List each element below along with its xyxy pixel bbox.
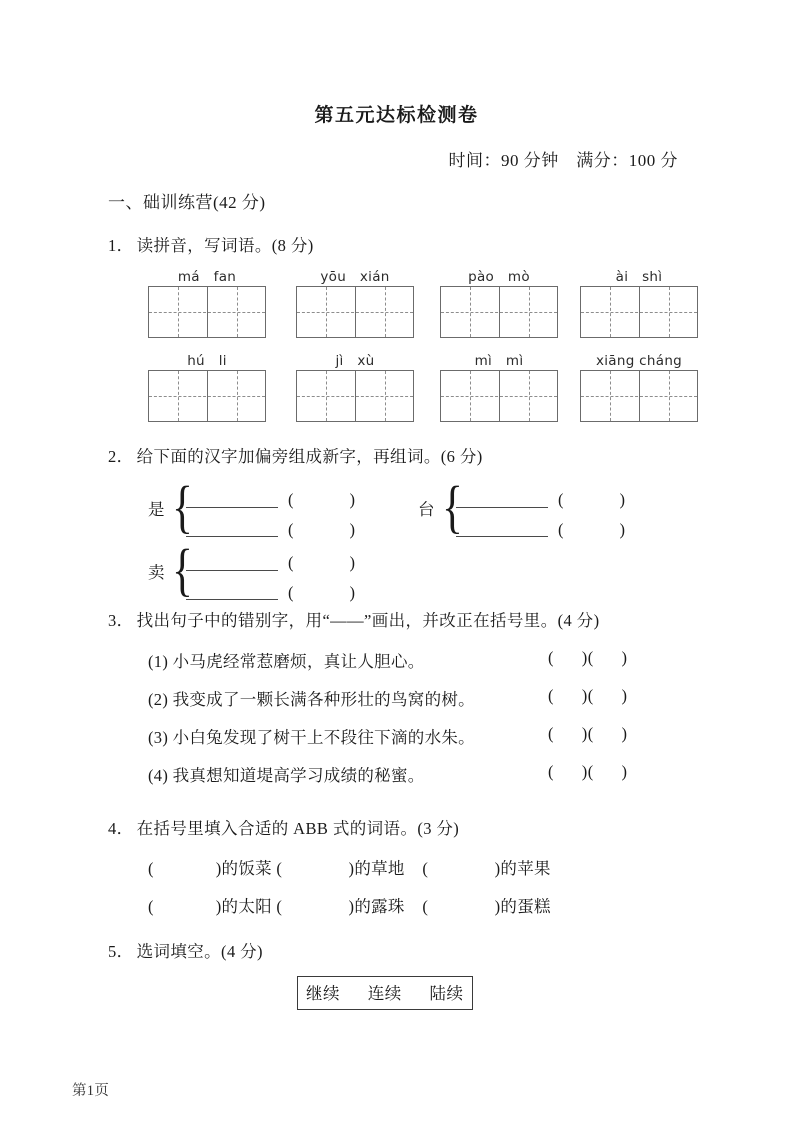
question-5-number: 5． [108,942,134,961]
question-4-number: 4． [108,819,134,838]
pinyin-grid-group [296,352,414,422]
tianzi-grid[interactable] [148,286,266,338]
tianzi-midline [581,312,697,313]
sentence-text[interactable]: (2) 我变成了一颗长满各种形壮的鸟窝的树。 [148,690,475,709]
answer-line[interactable] [186,570,278,571]
question-5-heading [108,938,263,962]
abb-answer-row[interactable]: ( )的太阳 ( )的露珠 ( )的蛋糕 [148,897,551,916]
brace-block-shi [148,474,398,542]
answer-line[interactable] [186,599,278,600]
question-1-text: 读拼音，写词语。(8 分) [136,236,314,255]
pinyin-grid-group [440,268,558,338]
tianzi-midline [149,396,265,397]
answer-parens[interactable]: ( ) [288,520,356,539]
tianzi-grid[interactable] [440,370,558,422]
question-2-text: 给下面的汉字加偏旁组成新字，再组词。(6 分) [136,447,483,466]
curly-brace-icon: { [172,474,193,539]
pinyin-grid-row-2 [0,352,793,430]
question-2-heading [108,443,483,467]
page-title: 第五元达标检测卷 [314,104,479,126]
section-heading-one: 一、础训练营(42 分) [108,193,266,212]
pinyin-grid-group [440,352,558,422]
question-2-number: 2． [108,447,134,466]
base-character: 卖 [148,563,165,582]
sentence-row [148,686,728,710]
pinyin-grid-group [148,352,266,422]
pinyin-grid-group [580,268,698,338]
pinyin-label: pào mò [468,269,530,285]
curly-brace-icon: { [442,474,463,539]
pinyin-label: hú li [187,353,227,369]
exam-meta-info: 时间：90 分钟 满分：100 分 [448,151,678,170]
pinyin-grid-group [580,352,698,422]
pinyin-label: yōu xián [320,269,390,285]
answer-parens[interactable]: ( ) [288,553,356,572]
base-character: 台 [418,500,435,519]
question-1-heading [108,232,314,256]
pinyin-label: jì xù [335,353,375,369]
tianzi-grid[interactable] [440,286,558,338]
brace-block-tai [418,474,668,542]
question-3-number: 3． [108,611,134,630]
question-1-number: 1． [108,236,134,255]
correction-parens[interactable]: ( )( ) [548,686,628,705]
answer-line[interactable] [186,536,278,537]
tianzi-midline [441,312,557,313]
pinyin-grid-group [148,268,266,338]
tianzi-midline [441,396,557,397]
curly-brace-icon: { [172,537,193,602]
pinyin-label: mì mì [474,353,524,369]
sentence-text[interactable]: (4) 我真想知道堤高学习成绩的秘蜜。 [148,766,425,785]
question-3-text: 找出句子中的错别字，用“——”画出，并改正在括号里。(4 分) [136,611,600,630]
tianzi-grid[interactable] [580,286,698,338]
tianzi-grid[interactable] [148,370,266,422]
tianzi-grid[interactable] [296,370,414,422]
answer-parens[interactable]: ( ) [288,583,356,602]
page-footer: 第1页 [72,1083,110,1099]
answer-parens[interactable]: ( ) [558,520,626,539]
sentence-row [148,762,728,786]
base-character: 是 [148,500,165,519]
answer-line[interactable] [456,507,548,508]
tianzi-midline [149,312,265,313]
answer-line[interactable] [456,536,548,537]
question-4-text: 在括号里填入合适的 ABB 式的词语。(3 分) [136,819,460,838]
pinyin-label: ài shì [615,269,663,285]
tianzi-midline [297,396,413,397]
tianzi-grid[interactable] [296,286,414,338]
answer-line[interactable] [186,507,278,508]
answer-parens[interactable]: ( ) [288,490,356,509]
tianzi-grid[interactable] [580,370,698,422]
tianzi-midline [581,396,697,397]
sentence-row [148,648,728,672]
pinyin-label: xiāng cháng [595,353,683,369]
word-bank-box: 继续 连续 陆续 [297,976,473,1010]
question-4-heading [108,815,459,839]
correction-parens[interactable]: ( )( ) [548,724,628,743]
pinyin-label: má fan [177,269,237,285]
question-3-heading [108,607,599,631]
answer-parens[interactable]: ( ) [558,490,626,509]
abb-answer-row[interactable]: ( )的饭菜 ( )的草地 ( )的苹果 [148,859,551,878]
correction-parens[interactable]: ( )( ) [548,762,628,781]
correction-parens[interactable]: ( )( ) [548,648,628,667]
question-5-text: 选词填空。(4 分) [136,942,263,961]
pinyin-grid-group [296,268,414,338]
sentence-row [148,724,728,748]
sentence-text[interactable]: (3) 小白兔发现了树干上不段往下滴的水朱。 [148,728,475,747]
pinyin-grid-row-1 [0,268,793,346]
sentence-text[interactable]: (1) 小马虎经常惹磨烦，真让人胆心。 [148,652,425,671]
tianzi-midline [297,312,413,313]
brace-block-mai [148,537,398,605]
